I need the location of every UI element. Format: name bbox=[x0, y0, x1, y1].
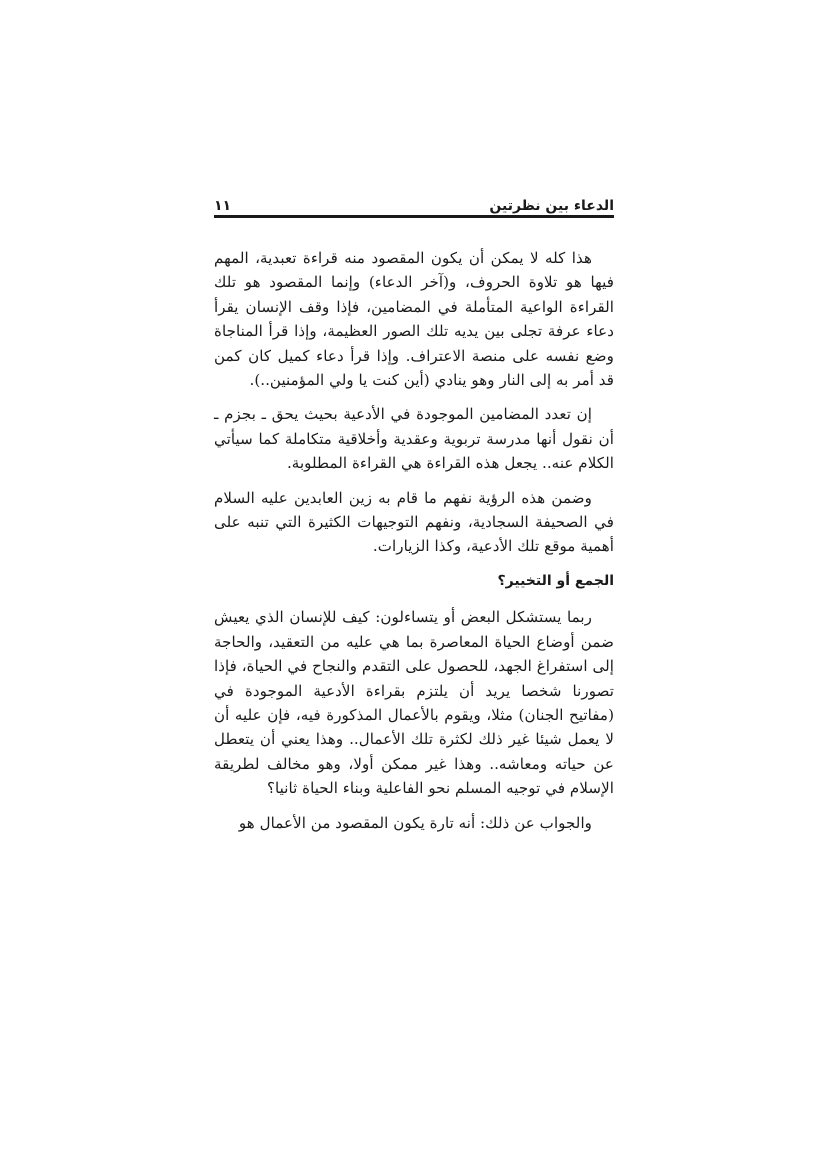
paragraph: إن تعدد المضامين الموجودة في الأدعية بحيث يحق ـ بجزم ـ أن نقول أنها مدرسة تربوية وعقدية وأخلاقية متكاملة كما سيأتي الكلام عنه.. يجعل هذه القراءة هي القراءة المطلوبة. bbox=[214, 405, 614, 473]
body-text bbox=[214, 246, 614, 835]
paragraph: وضمن هذه الرؤية نفهم ما قام به زين العابدين عليه السلام في الصحيفة السجادية، ونفهم التوجيهات الكثيرة التي تنبه على أهمية موقع تلك الأدعية، وكذا الزيارات. bbox=[214, 488, 614, 556]
paragraph: والجواب عن ذلك: أنه تارة يكون المقصود من الأعمال هو bbox=[238, 813, 592, 832]
running-header bbox=[214, 188, 614, 218]
book-page bbox=[214, 188, 614, 845]
running-title: الدعاء بين نظرتين bbox=[489, 198, 614, 214]
paragraph: ربما يستشكل البعض أو يتساءلون: كيف للإنسان الذي يعيش ضمن أوضاع الحياة المعاصرة بما هي عليه من التعقيد، والحاجة إلى استفراغ الجهد، للحصول على التقدم والنجاح في الحياة، فإذا تصورنا شخصا يريد أن يلتزم بقراءة الأدعية الموجودة في (مفاتيح الجنان) مثلا، ويقوم بالأعمال المذكورة فيه، فإن عليه أن لا يعمل شيئا غير ذلك لكثرة تلك الأعمال.. وهذا يعني أن يتعطل عن حياته ومعاشه.. وهذا غير ممكن أولا، وهو مخالف لطريقة الإسلام في توجيه المسلم نحو الفاعلية وبناء الحياة ثانيا؟ bbox=[214, 608, 614, 798]
page-number: ١١ bbox=[214, 198, 232, 214]
section-heading: الجمع أو التخيير؟ bbox=[497, 572, 614, 589]
paragraph: هذا كله لا يمكن أن يكون المقصود منه قراءة تعبدية، المهم فيها هو تلاوة الحروف، و(آخر الدعاء) وإنما المقصود هو تلك القراءة الواعية المتأملة في المضامين، فإذا وقف الإنسان يقرأ دعاء عرفة تجلى بين يديه تلك الصور العظيمة، وإذا قرأ المناجاة وضع نفسه على منصة الاعتراف. وإذا قرأ دعاء كميل كان كمن قد أمر به إلى النار وهو ينادي (أين كنت يا ولي المؤمنين..). bbox=[214, 249, 614, 390]
